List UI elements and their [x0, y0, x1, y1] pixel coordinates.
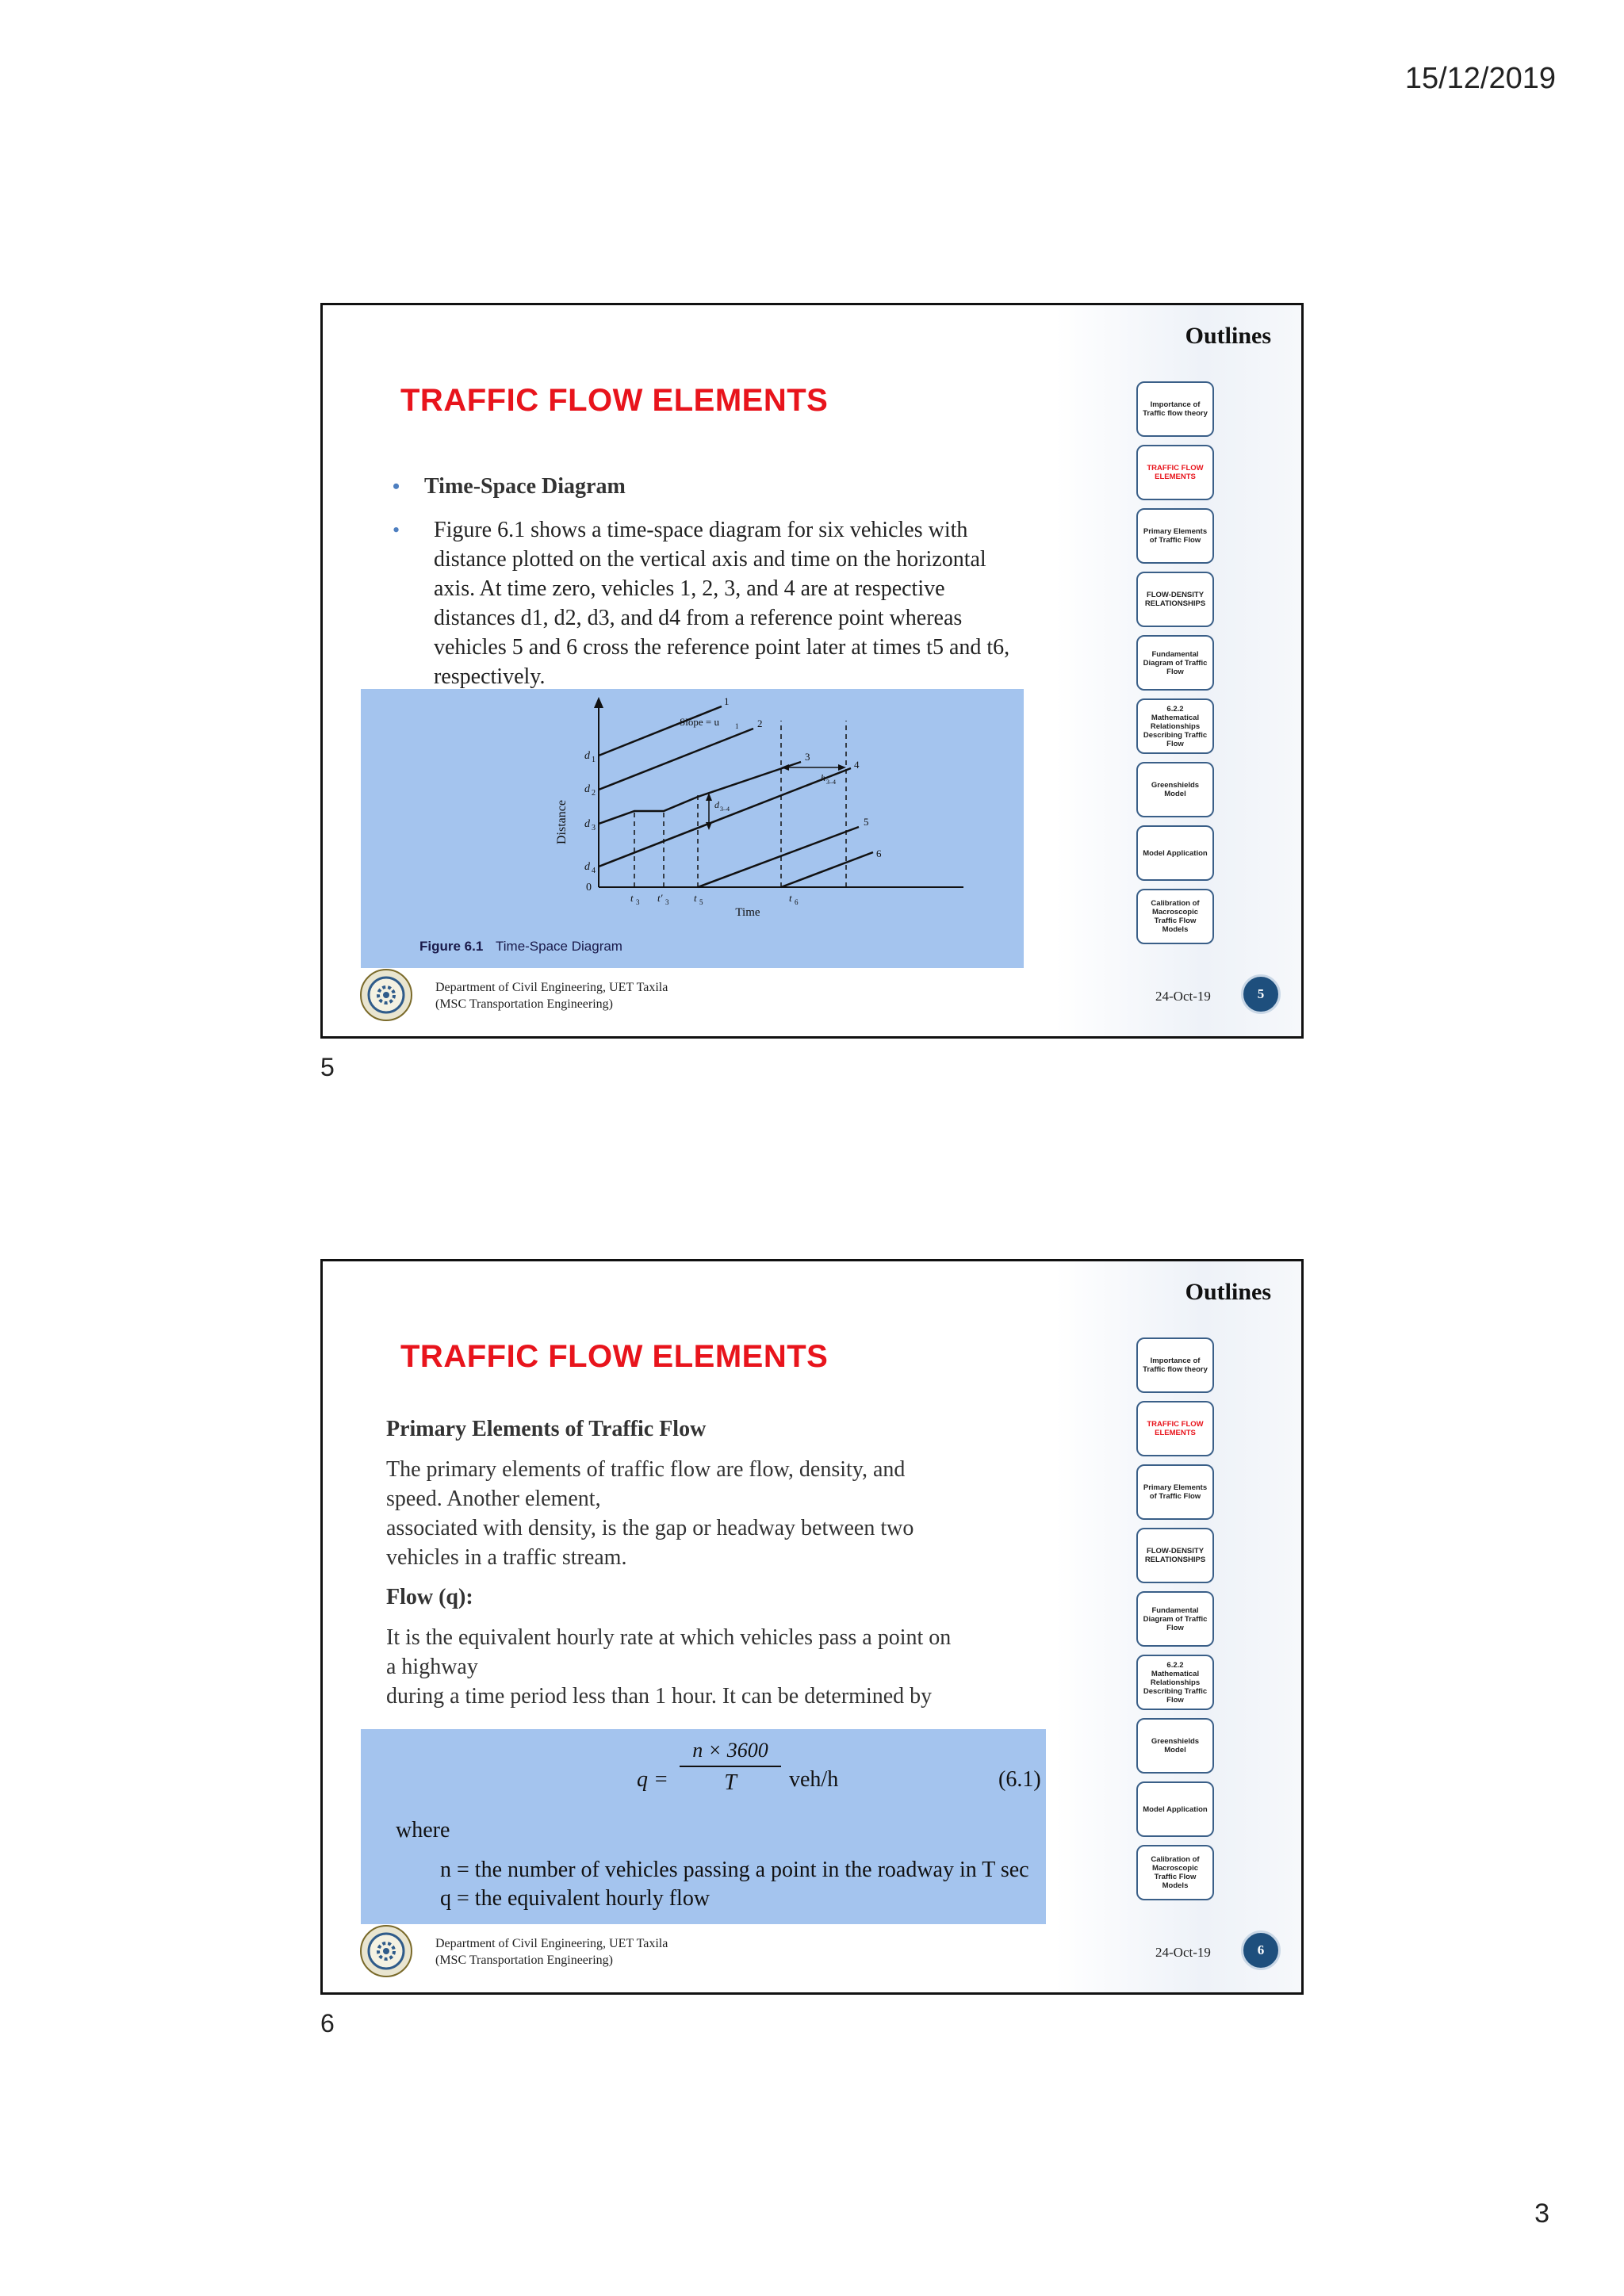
nav-item-importance[interactable]: Importance of Traffic flow theory	[1136, 1337, 1214, 1393]
vehicle-label-6: 6	[876, 848, 882, 859]
footer-date: 24-Oct-19	[1155, 989, 1211, 1004]
x-tick-t5	[694, 892, 703, 906]
university-logo-icon	[359, 1924, 413, 1978]
slide-body	[386, 1417, 1036, 1724]
slope-label: Slope = u	[680, 716, 719, 728]
text-line: vehicles in a traffic stream.	[386, 1545, 627, 1570]
trajectory-vehicle-5	[698, 827, 859, 887]
formula-where: where	[396, 1818, 450, 1843]
vehicle-label-2: 2	[757, 718, 763, 729]
text-line: a highway	[386, 1655, 478, 1679]
spacing-annotation	[714, 799, 730, 813]
headway-arrow-left-icon	[781, 764, 789, 771]
formula-numerator: n × 3600	[692, 1739, 768, 1762]
trajectory-vehicle-6	[781, 852, 873, 887]
nav-item-mathematical-relationships[interactable]: 6.2.2 Mathematical Relationships Describing Traffic Flow	[1136, 1655, 1214, 1710]
y-tick-origin: 0	[586, 882, 592, 894]
y-tick-d1	[584, 750, 596, 764]
nav-item-fundamental-diagram[interactable]: Fundamental Diagram of Traffic Flow	[1136, 635, 1214, 691]
print-date: 15/12/2019	[1404, 62, 1556, 95]
fraction-bar	[680, 1766, 781, 1767]
x-tick-label: t	[694, 892, 697, 904]
spacing-label: d	[714, 799, 719, 810]
y-tick-sub: 3	[592, 824, 596, 832]
time-space-figure	[361, 689, 1024, 968]
x-tick-t6	[789, 892, 799, 906]
formula-def-q: q = the equivalent hourly flow	[440, 1886, 710, 1911]
y-tick-sub: 1	[592, 756, 596, 764]
nav-item-model-application[interactable]: Model Application	[1136, 825, 1214, 881]
nav-item-calibration[interactable]: Calibration of Macroscopic Traffic Flow Models	[1136, 889, 1214, 944]
bullet-item	[393, 515, 1027, 691]
vehicle-label-5: 5	[864, 816, 869, 828]
nav-item-fundamental-diagram[interactable]: Fundamental Diagram of Traffic Flow	[1136, 1591, 1214, 1647]
time-space-diagram	[361, 689, 1024, 968]
text-line: It is the equivalent hourly rate at which vehicles pass a point on	[386, 1625, 952, 1650]
x-axis-label: Time	[735, 906, 760, 919]
x-tick-t3	[630, 892, 640, 906]
vehicle-label-3: 3	[805, 751, 810, 763]
slide-title: TRAFFIC FLOW ELEMENTS	[400, 1339, 829, 1374]
outline-nav	[1136, 1337, 1217, 1908]
nav-item-traffic-flow-elements[interactable]: TRAFFIC FLOW ELEMENTS	[1136, 1401, 1214, 1456]
nav-item-model-application[interactable]: Model Application	[1136, 1781, 1214, 1837]
x-tick-label: t′	[657, 892, 663, 904]
formula-lhs: q =	[637, 1767, 668, 1792]
nav-item-calibration[interactable]: Calibration of Macroscopic Traffic Flow Models	[1136, 1845, 1214, 1900]
y-tick-label: d	[584, 861, 590, 873]
x-tick-label: t	[630, 892, 634, 904]
slide-title: TRAFFIC FLOW ELEMENTS	[400, 383, 829, 418]
formula-unit: veh/h	[789, 1767, 839, 1792]
paragraph-flow-definition	[386, 1623, 1036, 1711]
nav-item-traffic-flow-elements[interactable]: TRAFFIC FLOW ELEMENTS	[1136, 445, 1214, 500]
vehicle-label-4: 4	[854, 759, 860, 771]
formula-def-n: n = the number of vehicles passing a point in the roadway in T sec	[440, 1858, 1029, 1882]
y-tick-sub: 2	[592, 789, 596, 798]
x-tick-sub: 3	[636, 898, 640, 906]
paragraph-primary-elements	[386, 1455, 1036, 1572]
figure-caption-text: Time-Space Diagram	[496, 939, 622, 954]
slide-caption: 6	[320, 2009, 335, 2038]
outlines-label: Outlines	[1185, 1279, 1271, 1305]
university-logo-icon	[359, 968, 413, 1022]
formula-fraction	[675, 1739, 786, 1796]
text-line: The primary elements of traffic flow are flow, density, and	[386, 1457, 906, 1482]
y-tick-d4	[584, 861, 596, 875]
nav-item-primary-elements[interactable]: Primary Elements of Traffic Flow	[1136, 1464, 1214, 1520]
bullet-dot-icon: •	[393, 519, 400, 541]
vehicle-label-1: 1	[724, 695, 730, 707]
nav-item-greenshields[interactable]: Greenshields Model	[1136, 762, 1214, 817]
x-tick-sub: 3	[665, 898, 669, 906]
formula-denominator: T	[724, 1770, 737, 1795]
formula-box	[361, 1729, 1046, 1924]
bullet-dot-icon: •	[393, 475, 400, 498]
bullet-text: Figure 6.1 shows a time-space diagram for six vehicles with distance plotted on the vertical axis and time on the horizontal axis. At time zero, vehicles 1, 2, 3, and 4 are at respective distances d1, d2, d3, and d4 from a reference point whereas vehicles 5 and 6 cross the reference point later at times t5 and t6, respectively.	[434, 518, 1010, 689]
bullet-list	[393, 472, 1027, 706]
y-tick-d2	[584, 783, 596, 798]
nav-item-flow-density[interactable]: FLOW-DENSITY RELATIONSHIPS	[1136, 572, 1214, 627]
section-heading: Primary Elements of Traffic Flow	[386, 1417, 707, 1441]
bullet-text: Time-Space Diagram	[424, 474, 626, 499]
text-line: associated with density, is the gap or headway between two	[386, 1516, 914, 1540]
trajectory-vehicle-4	[599, 768, 851, 867]
figure-caption-label: Figure 6.1	[419, 939, 484, 954]
nav-item-flow-density[interactable]: FLOW-DENSITY RELATIONSHIPS	[1136, 1528, 1214, 1583]
page-number: 3	[1534, 2198, 1549, 2229]
spacing-arrow-down-icon	[706, 822, 712, 830]
footer-department	[435, 979, 668, 1012]
outline-nav	[1136, 381, 1217, 952]
equation-number: (6.1)	[998, 1767, 1041, 1792]
y-axis-label: Distance	[555, 800, 569, 844]
slope-sub: 1	[735, 722, 739, 730]
y-tick-label: d	[584, 783, 590, 795]
x-tick-t3-prime	[657, 892, 669, 906]
footer-dept-line2: (MSC Transportation Engineering)	[435, 997, 613, 1011]
x-tick-label: t	[789, 892, 792, 904]
slide-number-badge: 6	[1241, 1931, 1281, 1970]
text-line: during a time period less than 1 hour. It can be determined by	[386, 1684, 933, 1709]
text-line: speed. Another element,	[386, 1487, 601, 1511]
footer-date: 24-Oct-19	[1155, 1945, 1211, 1960]
y-tick-d3	[584, 818, 596, 832]
trajectory-vehicle-3	[599, 762, 801, 824]
headway-sub: 3–4	[826, 779, 836, 786]
headway-label: h	[821, 772, 825, 783]
x-tick-sub: 6	[795, 898, 799, 906]
nav-item-greenshields[interactable]: Greenshields Model	[1136, 1718, 1214, 1774]
y-axis-arrow-icon	[594, 697, 603, 708]
x-tick-sub: 5	[699, 898, 703, 906]
outlines-label: Outlines	[1185, 323, 1271, 349]
slide-number-badge: 5	[1241, 974, 1281, 1014]
slide-6	[320, 1259, 1304, 1995]
slope-annotation	[680, 716, 739, 730]
nav-item-primary-elements[interactable]: Primary Elements of Traffic Flow	[1136, 508, 1214, 564]
footer-department	[435, 1935, 668, 1969]
footer-dept-line1: Department of Civil Engineering, UET Taxila	[435, 981, 668, 994]
slide-caption: 5	[320, 1053, 335, 1081]
spacing-sub: 3–4	[720, 806, 730, 813]
footer-dept-line1: Department of Civil Engineering, UET Taxila	[435, 1937, 668, 1950]
trajectory-vehicle-2	[599, 729, 753, 790]
nav-item-mathematical-relationships[interactable]: 6.2.2 Mathematical Relationships Describing Traffic Flow	[1136, 698, 1214, 754]
y-tick-label: d	[584, 750, 590, 762]
slide-5	[320, 303, 1304, 1039]
y-tick-label: d	[584, 818, 590, 830]
flow-heading: Flow (q):	[386, 1585, 473, 1609]
footer-dept-line2: (MSC Transportation Engineering)	[435, 1954, 613, 1967]
nav-item-importance[interactable]: Importance of Traffic flow theory	[1136, 381, 1214, 437]
bullet-item	[393, 472, 1027, 501]
y-tick-sub: 4	[592, 867, 596, 875]
